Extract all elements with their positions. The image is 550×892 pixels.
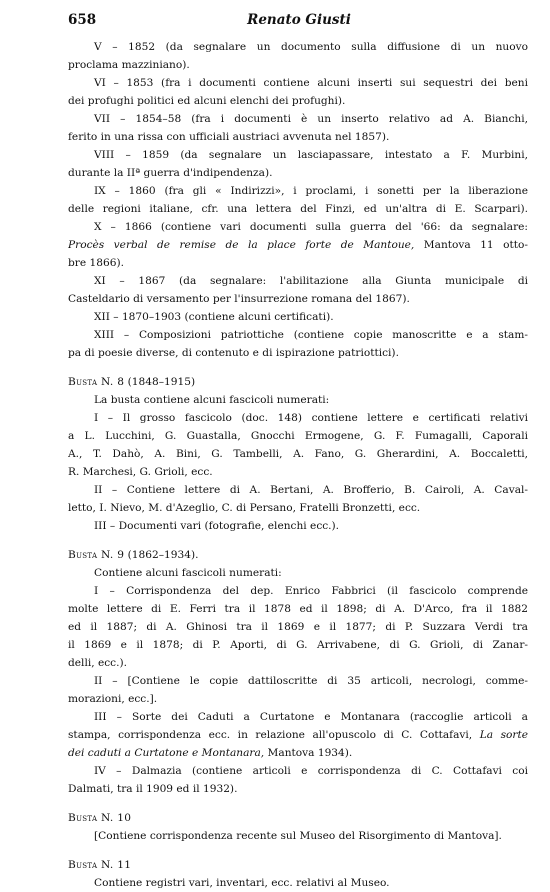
text-line: ferito in una rissa con ufficiali austriaci avvenuta nel 1857). (68, 131, 390, 143)
document-body (68, 38, 528, 892)
italic-title: dei caduti a Curtatone e Montanara, (68, 747, 265, 759)
text-line: molte lettere di E. Ferri tra il 1878 ed il 1898; di A. D'Arco, fra il 1882 (68, 603, 528, 615)
busta-heading (68, 856, 528, 874)
text-line: R. Marchesi, G. Grioli, ecc. (68, 466, 213, 478)
text-line: VIII – 1859 (da segnalare un lasciapassare, intestato a F. Murbini, (94, 149, 528, 161)
section-gap (68, 845, 528, 856)
italic-title: La sorte (479, 729, 528, 741)
text-line: III – Documenti vari (fotografie, elenchi ecc.). (94, 520, 340, 532)
text-line: IV – Dalmazia (contiene articoli e corrispondenza di C. Cottafavi coi (94, 765, 528, 777)
text-line: morazioni, ecc.]. (68, 693, 158, 705)
text-line: Casteldario di versamento per l'insurrezione romana del 1867). (68, 293, 410, 305)
text-line: durante la IIª guerra d'indipendenza). (68, 167, 273, 179)
text-line (68, 744, 528, 762)
section-gap (68, 535, 528, 546)
running-author: Renato Giusti (247, 12, 351, 28)
text-line: XII – 1870–1903 (contiene alcuni certificati). (94, 311, 334, 323)
text-line: [Contiene corrispondenza recente sul Museo del Risorgimento di Mantova]. (94, 830, 502, 842)
text-line: bre 1866). (68, 257, 124, 269)
text-line: il 1869 e il 1878; di P. Aporti, di G. Arrivabene, di G. Grioli, di Zanar- (68, 639, 528, 651)
text-line: III – Sorte dei Caduti a Curtatone e Montanara (raccoglie articoli a (94, 711, 528, 723)
busta-heading (68, 373, 528, 391)
text-line: delle regioni italiane, cfr. una lettera del Finzi, ed un'altra di E. Scarpari). (68, 203, 528, 215)
text-line: A., T. Dahò, A. Bini, G. Tambelli, A. Fano, G. Gherardini, A. Boccaletti, (68, 448, 528, 460)
busta-dates: (1862–1934). (124, 549, 199, 561)
italic-title: Procès verbal de remise de la place forte de Mantoue, (68, 239, 415, 251)
line-prefix: stampa, corrispondenza ecc. in relazione all'opuscolo di C. Cottafavi, (68, 729, 480, 741)
text-line (68, 726, 528, 744)
running-header (68, 10, 530, 34)
text-line: XIII – Composizioni patriottiche (contiene copie manoscritte e a stam- (94, 329, 528, 341)
text-line: Dalmati, tra il 1909 ed il 1932). (68, 783, 238, 795)
busta-dates: (1848–1915) (124, 376, 196, 388)
text-line: Contiene registri vari, inventari, ecc. relativi al Museo. (94, 877, 390, 889)
busta-label: Busta N. 11 (68, 859, 132, 871)
text-line: I – Il grosso fascicolo (doc. 148) contiene lettere e certificati relativi (94, 412, 528, 424)
text-line: VI – 1853 (fra i documenti contiene alcuni inserti sui sequestri dei beni (94, 77, 528, 89)
text-line: Contiene alcuni fascicoli numerati: (94, 567, 282, 579)
text-line: IX – 1860 (fra gli « Indirizzi», i proclami, i sonetti per la liberazione (94, 185, 528, 197)
text-line (68, 236, 528, 254)
text-line: XI – 1867 (da segnalare: l'abilitazione alla Giunta municipale di (94, 275, 528, 287)
text-line: proclama mazziniano). (68, 59, 190, 71)
text-line: delli, ecc.). (68, 657, 127, 669)
text-line: a L. Lucchini, G. Guastalla, Gnocchi Ermogene, G. F. Fumagalli, Caporali (68, 430, 528, 442)
text-line: I – Corrispondenza del dep. Enrico Fabbrici (il fascicolo comprende (94, 585, 528, 597)
text-line: pa di poesie diverse, di contenuto e di ispirazione patriottici). (68, 347, 399, 359)
line-rest: Mantova 1934). (264, 747, 353, 759)
busta-heading (68, 809, 528, 827)
busta-label: Busta N. 8 (68, 376, 125, 388)
busta-label: Busta N. 9 (68, 549, 125, 561)
line-rest: Mantova 11 otto- (414, 239, 528, 251)
section-gap (68, 362, 528, 373)
text-line: II – [Contiene le copie dattiloscritte di 35 articoli, necrologi, comme- (94, 675, 528, 687)
text-line: VII – 1854–58 (fra i documenti è un inserto relativo ad A. Bianchi, (94, 113, 528, 125)
text-line: dei profughi politici ed alcuni elenchi dei profughi). (68, 95, 346, 107)
section-gap (68, 798, 528, 809)
page-number: 658 (68, 12, 97, 28)
busta-heading (68, 546, 528, 564)
text-line: letto, I. Nievo, M. d'Azeglio, C. di Persano, Fratelli Bronzetti, ecc. (68, 502, 421, 514)
text-line: La busta contiene alcuni fascicoli numerati: (94, 394, 330, 406)
busta-label: Busta N. 10 (68, 812, 132, 824)
text-line: V – 1852 (da segnalare un documento sulla diffusione di un nuovo (94, 41, 528, 53)
text-line: II – Contiene lettere di A. Bertani, A. Brofferio, B. Cairoli, A. Caval- (94, 484, 528, 496)
text-line: X – 1866 (contiene vari documenti sulla guerra del '66: da segnalare: (94, 221, 528, 233)
text-line: ed il 1887; di A. Ghinosi tra il 1869 e il 1877; di P. Suzzara Verdi tra (68, 621, 528, 633)
